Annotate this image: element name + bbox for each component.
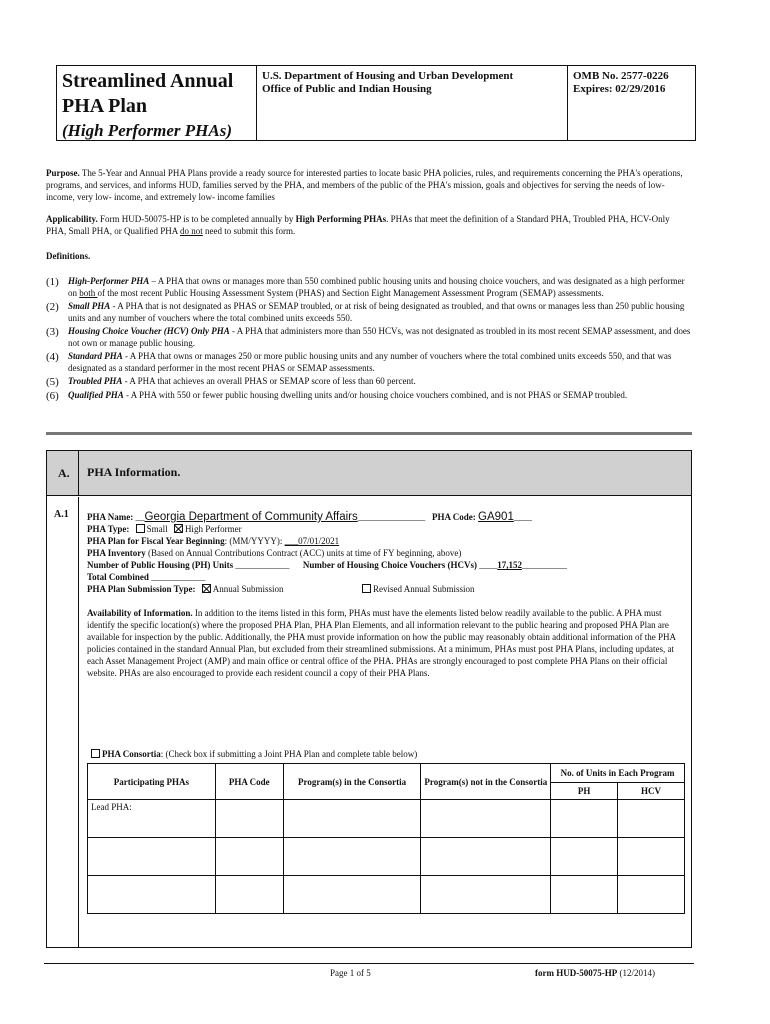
pha-info-fields [87,511,685,679]
table-row [88,838,685,876]
table-cell[interactable] [421,800,551,838]
table-cell[interactable] [215,800,283,838]
total-row [87,571,685,583]
table-row [88,876,685,914]
revised-submission-checkbox[interactable] [362,584,371,593]
fiscal-year-label: PHA Plan for Fiscal Year Beginning [87,536,225,546]
definition-term: Troubled PHA [68,376,123,386]
table-cell[interactable] [421,876,551,914]
department-name: U.S. Department of Housing and Urban Development [262,70,514,82]
applicability-underline: do not [180,226,203,236]
small-label: Small [146,524,168,534]
definitions-list [46,276,692,404]
definition-term: High-Performer PHA [68,276,150,286]
purpose-text: The 5-Year and Annual PHA Plans provide a ready source for interested parties to locate basic PHA policies, rules, and requirements concerning the PHA's operations, programs, and services, and informs HUD, families served by the PHA, and members of the public of the PHA's mission, goals and objectives for serving the needs of low- income, very low- income, and extremely low- income families [46,168,683,202]
definition-number: (1) [46,276,59,288]
section-a [46,450,692,948]
form-id [535,968,655,978]
applicability-text2: . PHAs that meet the definition of a Standard PHA, Troubled PHA, HCV-Only PHA, Small PHA, or Qualified PHA [46,214,670,236]
definition-number: (5) [46,376,59,388]
lead-pha-cell[interactable] [88,800,216,838]
table-cell[interactable] [215,838,283,876]
col-participating-phas: Participating PHAs [88,764,216,800]
form-title-block [57,66,257,140]
footer-divider [44,963,694,964]
fiscal-year-format: : (MM/YYYY): [224,536,283,546]
applicability-label: Applicability. [46,214,98,224]
pha-name-pre: __ [135,512,145,522]
section-a-title: PHA Information. [87,465,181,479]
pha-name-label: PHA Name: [87,512,134,522]
inventory-row [87,547,685,559]
col-hcv: HCV [618,783,685,800]
table-cell[interactable] [551,876,618,914]
fiscal-year-field[interactable]: ___07/01/2021 [284,536,340,546]
table-cell[interactable] [283,838,421,876]
consortia-label: PHA Consortia [102,749,161,759]
table-cell[interactable] [618,876,685,914]
definition-text: - A PHA that owns or manages 250 or more public housing units and any number of vouchers where the total combined units exceeds 550, and that was designated as a standard performer in the most recent PHAS or SEMAP assessments. [68,351,672,373]
section-a-letter: A. [47,451,79,495]
hcv-post: __________ [521,560,567,570]
applicability-text3: need to submit this form. [205,226,296,236]
pha-code-field[interactable]: GA901 [478,511,514,523]
table-cell[interactable] [551,800,618,838]
omb-block [568,66,695,140]
units-row [87,559,685,571]
purpose-label: Purpose. [46,168,80,178]
inventory-text: (Based on Annual Contributions Contract (ACC) units at time of FY beginning, above) [145,548,462,558]
form-title-line1: Streamlined Annual [62,70,234,92]
col-ph: PH [551,783,618,800]
pha-code-label: PHA Code: [432,512,476,522]
hcv-pre: ____ [479,560,498,570]
definition-term: Small PHA [68,301,111,311]
total-label: Total Combined [87,572,149,582]
definition-text: – A PHA that owns or manages more than 550 combined public housing units and housing choice vouchers, and was designated as a high performer on [68,276,685,298]
table-cell[interactable] [421,838,551,876]
annual-submission-label: Annual Submission [212,584,284,594]
table-cell[interactable] [283,800,421,838]
definition-term: Standard PHA [68,351,123,361]
col-programs-in: Program(s) in the Consortia [283,764,421,800]
form-subtitle: (High Performer PHAs) [62,121,232,140]
submission-label: PHA Plan Submission Type: [87,584,196,594]
table-cell[interactable] [618,800,685,838]
availability-label: Availability of Information. [87,608,193,618]
submission-row [87,583,685,595]
availability-text: In addition to the items listed in this form, PHAs must have the elements listed below readily available to the public. A PHA must identify the specific location(s) where the proposed PHA Plan, PHA Plan Elements, and all information relevant to the public hearing and proposed PHA Plan are available for inspection by the public. Additionally, the PHA must provide information on how the public may reasonably obtain additional information of the PHA policies contained in the standard Annual Plan, but excluded from their streamlined submissions. At a minimum, PHAs must post PHA Plans, including updates, at each Asset Management Project (AMP) and main office or central office of the PHA. PHAs are strongly encouraged to post complete PHA Plans on their official website. PHAs are also encouraged to provide each resident council a copy of their PHA Plans. [87,608,676,678]
section-a-header [47,451,691,496]
col-programs-not-in: Program(s) not in the Consortia [421,764,551,800]
lead-pha-label: Lead PHA: [91,802,132,812]
total-field[interactable]: ____________ [151,572,206,582]
annual-submission-checkbox[interactable] [202,584,211,593]
revised-submission-label: Revised Annual Submission [372,584,475,594]
form-id-bold: form HUD-50075-HP [535,968,618,978]
form-title-line2: PHA Plan [62,95,148,117]
omb-expiry: Expires: 02/29/2016 [573,83,666,95]
definition-number: (3) [46,326,59,338]
definition-item [46,351,692,374]
definition-number: (6) [46,390,59,402]
form-id-date: (12/2014) [617,968,655,978]
table-cell[interactable] [88,838,216,876]
definition-text: - A PHA with 550 or fewer public housing dwelling units and/or housing choice vouchers combined, and is not PHAS or SEMAP troubled. [123,390,628,400]
applicability-text1: Form HUD-50075-HP is to be completed annually by [100,214,294,224]
small-checkbox[interactable] [136,524,145,533]
pha-name-row [87,511,685,523]
definition-text2: of the most recent Public Housing Assessment System (PHAS) and Section Eight Management Assessment Program (SEMAP) assessments. [97,287,604,298]
col-units: No. of Units in Each Program [551,764,685,783]
inventory-label: PHA Inventory [87,548,146,558]
table-cell[interactable] [551,838,618,876]
definition-item [46,390,692,402]
definition-item [46,276,692,299]
applicability-bold: High Performing PHAs [295,214,387,224]
ph-units-label: Number of Public Housing (PH) Units [87,560,234,570]
table-cell[interactable] [88,876,216,914]
definition-item [46,326,692,349]
pha-name-post: _______________ [357,512,426,522]
high-performer-checkbox[interactable] [174,524,183,533]
pha-type-row [87,523,685,535]
definition-underline: both [79,287,98,298]
high-performer-label: High Performer [184,524,242,534]
hcv-label: Number of Housing Choice Vouchers (HCVs) [302,560,477,570]
office-name: Office of Public and Indian Housing [262,83,432,95]
col-pha-code: PHA Code [215,764,283,800]
hcv-field[interactable]: 17,152 [497,560,522,570]
section-divider [46,432,692,435]
consortia-table [87,763,685,914]
definition-term: Housing Choice Voucher (HCV) Only PHA [68,326,230,336]
definition-term: Qualified PHA [68,390,124,400]
table-cell[interactable] [283,876,421,914]
definitions-heading: Definitions. [46,251,91,261]
definition-text: - A PHA that administers more than 550 HCVs, was not designated as troubled in its most recent SEMAP assessment, and does not own or manage public housing. [68,326,691,348]
applicability-paragraph [46,213,692,237]
section-a-body [47,497,691,947]
table-cell[interactable] [215,876,283,914]
fiscal-year-row [87,535,685,547]
definition-text: - A PHA that is not designated as PHAS or SEMAP troubled, or at risk of being designated as troubled, and that owns or manages less than 250 public housing units and any number of vouchers where the total combined units exceeds 550. [68,301,685,323]
availability-paragraph [87,607,685,679]
definition-item [46,376,692,388]
subsection-number: A.1 [47,497,79,947]
consortia-checkbox[interactable] [91,749,100,758]
consortia-row [87,749,417,759]
form-header [56,65,696,141]
purpose-paragraph [46,167,692,203]
omb-number: OMB No. 2577-0226 [573,70,669,82]
definition-number: (2) [46,301,59,313]
department-block [257,66,568,140]
pha-type-label: PHA Type: [87,524,130,534]
table-row [88,800,685,838]
page-number: Page 1 of 5 [330,968,371,978]
pha-name-field[interactable]: Georgia Department of Community Affairs [144,511,358,523]
ph-units-field[interactable]: ____________ [235,560,290,570]
definition-item [46,301,692,324]
definition-number: (4) [46,351,59,363]
table-cell[interactable] [618,838,685,876]
definition-text: - A PHA that achieves an overall PHAS or SEMAP score of less than 60 percent. [122,376,416,386]
pha-code-post: ____ [513,512,532,522]
consortia-text: : (Check box if submitting a Joint PHA Plan and complete table below) [160,749,418,759]
